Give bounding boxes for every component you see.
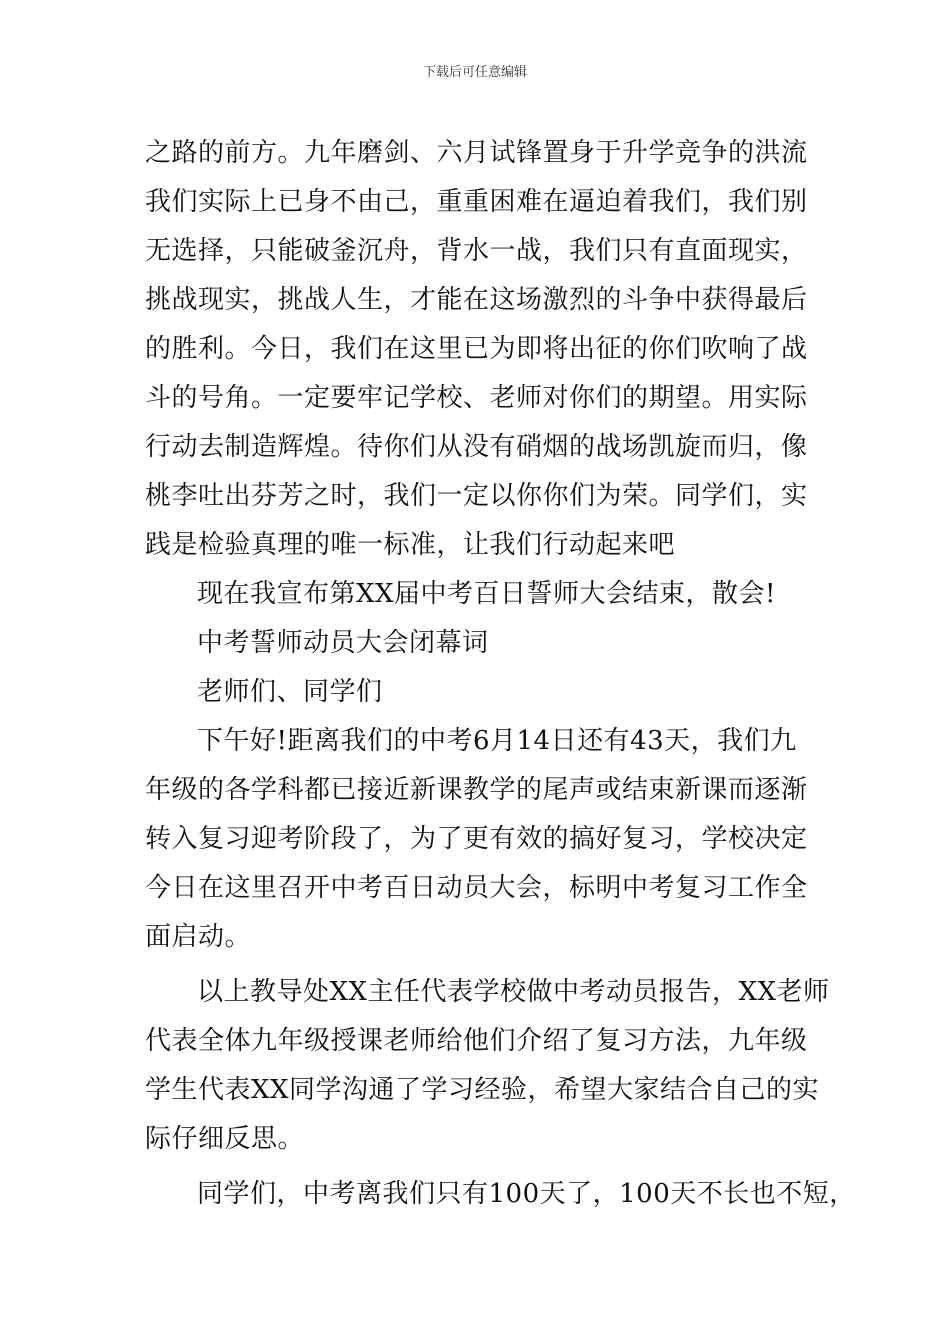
text-line: 年级的各学科都已接近新课教学的尾声或结束新课而逐渐 [145,775,808,805]
paragraph-heading [145,619,835,668]
text-line: 代表全体九年级授课老师给他们介绍了复习方法，九年级 [145,1026,808,1056]
text-line: 中考誓师动员大会闭幕词 [197,628,489,658]
text-line: 际仔细反思。 [145,1124,305,1154]
text-line: 践是检验真理的唯一标准，让我们行动起来吧 [145,530,676,560]
text-line: 无选择，只能破釜沉舟，背水一战，我们只有直面现实， [145,236,808,266]
text-line: 面启动。 [145,922,252,952]
text-line: 挑战现实，挑战人生，才能在这场激烈的斗争中获得最后 [145,285,808,315]
text-line: 之路的前方。九年磨剑、六月试锋置身于升学竞争的洪流 [145,138,808,168]
document-body [145,129,856,1219]
text-line: 我们实际上已身不由己，重重困难在逼迫着我们，我们别 [145,187,808,217]
salutation [145,668,835,717]
text-line: 行动去制造辉煌。待你们从没有硝烟的战场凯旋而归，像 [145,432,808,462]
text-line: 斗的号角。一定要牢记学校、老师对你们的期望。用实际 [145,383,808,413]
text-line: 老师们、同学们 [197,677,383,707]
paragraph [145,129,835,570]
paragraph [145,570,835,619]
text-line: 今日在这里召开中考百日动员大会，标明中考复习工作全 [145,873,808,903]
text-line: 的胜利。今日，我们在这里已为即将出征的你们吹响了战 [145,334,808,364]
page-header-note: 下载后可任意编辑 [422,65,527,80]
text-line: 现在我宣布第XX届中考百日誓师大会结束，散会! [197,579,776,609]
text-line: 转入复习迎考阶段了，为了更有效的搞好复习，学校决定 [145,824,808,854]
paragraph [145,968,835,1164]
text-line: 桃李吐出芬芳之时，我们一定以你你们为荣。同学们，实 [145,481,808,511]
text-line: 以上教导处XX主任代表学校做中考动员报告，XX老师 [197,977,830,1007]
text-line: 学生代表XX同学沟通了学习经验，希望大家结合自己的实 [145,1075,820,1105]
paragraph [145,717,835,962]
paragraph [145,1170,856,1219]
text-line: 下午好!距离我们的中考6月14日还有43天，我们九 [197,726,797,756]
text-line: 同学们，中考离我们只有100天了，100天不长也不短， [197,1179,856,1209]
